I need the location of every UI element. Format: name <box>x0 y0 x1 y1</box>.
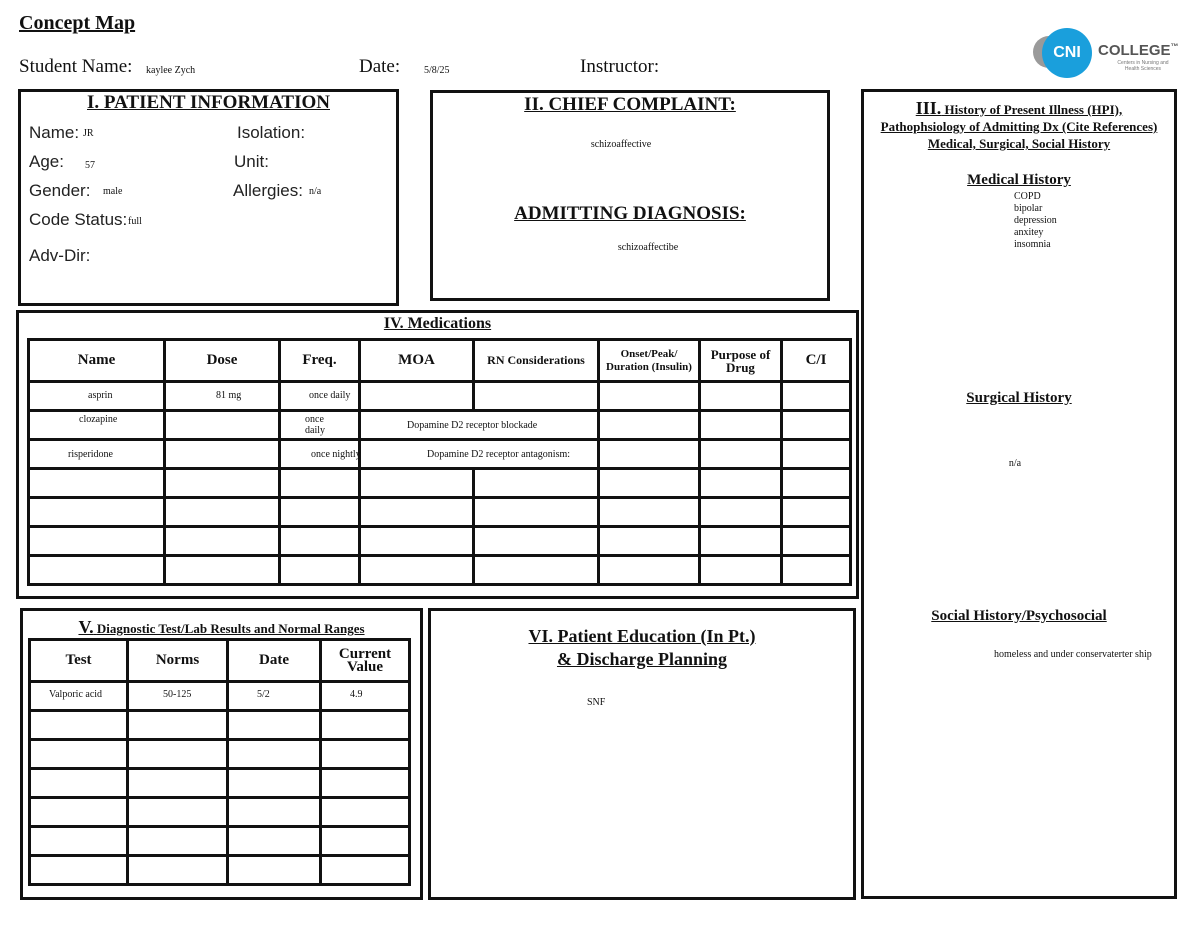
med-cell[interactable] <box>599 469 700 498</box>
med-cell[interactable] <box>29 527 165 556</box>
allergies-label: Allergies: <box>233 181 303 200</box>
diag-cell[interactable] <box>128 798 228 827</box>
hpi-title-line-3: Medical, Surgical, Social History <box>927 136 1111 151</box>
med-cell[interactable] <box>700 469 782 498</box>
diag-cell[interactable] <box>321 798 410 827</box>
med-header-ci: C/I <box>782 340 851 382</box>
medical-history-title: Medical History <box>967 172 1071 188</box>
date-value[interactable]: 5/8/25 <box>424 65 450 76</box>
med-cell[interactable] <box>165 556 280 585</box>
diagnostics-title <box>23 617 420 638</box>
code-status-label: Code Status: <box>29 210 128 229</box>
page-title: Concept Map <box>19 12 136 34</box>
logo-tagline-2: Health Sciences <box>1124 66 1162 72</box>
table-row <box>30 798 410 827</box>
med-cell[interactable] <box>599 411 700 440</box>
chief-complaint-title: II. CHIEF COMPLAINT: <box>524 94 736 115</box>
med-cell[interactable]: Dopamine D2 receptor antagonism: <box>360 440 599 469</box>
diag-cell[interactable] <box>30 798 128 827</box>
med-cell[interactable] <box>782 411 851 440</box>
medical-history-item: bipolar <box>1014 203 1043 214</box>
age-value[interactable]: 57 <box>85 160 95 171</box>
med-cell[interactable] <box>360 469 474 498</box>
social-history-title: Social History/Psychosocial <box>931 608 1107 624</box>
med-cell[interactable] <box>700 411 782 440</box>
hpi-title-line-1: History of Present Illness (HPI), <box>944 102 1123 117</box>
diag-header-date: Date <box>228 640 321 682</box>
diag-cell[interactable] <box>128 769 228 798</box>
patient-information-section <box>18 89 399 306</box>
table-row <box>29 498 851 527</box>
diag-cell[interactable] <box>228 740 321 769</box>
med-cell[interactable] <box>599 498 700 527</box>
hpi-title-num: III. <box>915 98 942 118</box>
med-cell[interactable]: once nightly <box>280 440 360 469</box>
med-cell[interactable]: once daily <box>280 411 360 440</box>
med-cell[interactable] <box>280 469 360 498</box>
med-cell[interactable] <box>700 556 782 585</box>
cni-college-logo <box>1030 28 1180 80</box>
diag-cell[interactable] <box>30 856 128 885</box>
gender-value[interactable]: male <box>103 186 123 197</box>
logo-badge-text: CNI <box>1053 44 1081 61</box>
med-cell[interactable] <box>165 527 280 556</box>
diag-cell[interactable] <box>228 856 321 885</box>
diag-cell[interactable] <box>30 769 128 798</box>
med-cell[interactable] <box>782 556 851 585</box>
social-history-value[interactable]: homeless and under conservaterter ship <box>994 649 1152 660</box>
med-cell[interactable] <box>360 527 474 556</box>
medications-table <box>27 338 852 586</box>
med-header-onset: Onset/Peak/ Duration (Insulin) <box>599 340 700 382</box>
medications-header-row <box>29 340 851 382</box>
med-cell[interactable] <box>360 498 474 527</box>
diag-cell[interactable] <box>321 827 410 856</box>
diag-cell[interactable] <box>228 711 321 740</box>
table-row <box>30 711 410 740</box>
med-cell[interactable] <box>360 382 474 411</box>
gender-label: Gender: <box>29 181 91 200</box>
diag-cell[interactable] <box>228 827 321 856</box>
surgical-history-value[interactable]: n/a <box>1008 458 1022 469</box>
medical-history-item: insomnia <box>1014 239 1051 250</box>
patient-education-section <box>428 608 856 900</box>
med-cell[interactable] <box>474 382 599 411</box>
diag-cell[interactable] <box>228 798 321 827</box>
med-cell[interactable] <box>474 527 599 556</box>
date-label: Date: <box>359 56 401 77</box>
admitting-diagnosis-value[interactable]: schizoaffectibe <box>617 242 679 253</box>
diag-header-test: Test <box>30 640 128 682</box>
med-cell[interactable] <box>474 469 599 498</box>
logo-tagline <box>1106 60 1180 72</box>
med-cell[interactable]: once daily <box>280 382 360 411</box>
diag-cell[interactable] <box>321 711 410 740</box>
patient-name-value[interactable]: JR <box>83 128 94 139</box>
med-cell[interactable] <box>29 469 165 498</box>
hpi-title-line-2: Pathophsiology of Admitting Dx (Cite References) <box>880 119 1158 134</box>
med-cell[interactable]: Dopamine D2 receptor blockade <box>360 411 599 440</box>
diag-cell[interactable] <box>30 740 128 769</box>
med-cell[interactable] <box>474 556 599 585</box>
patient-information-title: I. PATIENT INFORMATION <box>87 92 330 113</box>
table-row <box>29 556 851 585</box>
instructor-label: Instructor: <box>580 56 660 77</box>
diag-header-current-value: Current Value <box>321 640 410 682</box>
logo-badge <box>1042 28 1092 78</box>
student-name-value[interactable]: kaylee Zych <box>146 65 196 76</box>
med-cell[interactable] <box>474 498 599 527</box>
logo-wordmark <box>1098 42 1179 59</box>
table-row <box>30 769 410 798</box>
med-header-purpose: Purpose of Drug <box>700 340 782 382</box>
med-cell[interactable] <box>280 527 360 556</box>
hpi-title <box>864 100 1174 152</box>
med-cell[interactable]: asprin <box>29 382 165 411</box>
diagnostics-table <box>28 638 411 886</box>
table-row <box>30 682 410 711</box>
diag-cell[interactable]: 5/2 <box>228 682 321 711</box>
diag-cell[interactable] <box>321 769 410 798</box>
diag-cell[interactable] <box>128 711 228 740</box>
diag-cell[interactable] <box>128 856 228 885</box>
med-cell[interactable] <box>782 440 851 469</box>
diagnostics-title-num: V. <box>78 617 94 637</box>
table-row <box>29 440 851 469</box>
med-cell[interactable] <box>782 498 851 527</box>
diag-header-norms: Norms <box>128 640 228 682</box>
hpi-section <box>861 89 1177 899</box>
med-cell[interactable] <box>165 469 280 498</box>
med-cell[interactable]: 81 mg <box>165 382 280 411</box>
med-cell[interactable]: clozapine <box>29 411 165 440</box>
diag-cell[interactable] <box>228 769 321 798</box>
logo-word: COLLEGE <box>1098 42 1171 59</box>
med-cell[interactable] <box>782 382 851 411</box>
med-header-name: Name <box>29 340 165 382</box>
med-header-rn-considerations: RN Considerations <box>474 340 599 382</box>
table-row <box>29 469 851 498</box>
med-cell[interactable] <box>29 498 165 527</box>
chief-complaint-section <box>430 90 830 301</box>
table-row <box>29 382 851 411</box>
table-row <box>30 827 410 856</box>
logo-tagline-1: Centers in Nursing and <box>1117 60 1169 66</box>
diag-cell[interactable]: 50-125 <box>128 682 228 711</box>
med-header-freq: Freq. <box>280 340 360 382</box>
surgical-history-title: Surgical History <box>966 390 1072 406</box>
med-cell[interactable] <box>782 469 851 498</box>
diag-cell[interactable]: Valporic acid <box>30 682 128 711</box>
chief-complaint-value[interactable]: schizoaffective <box>590 139 652 150</box>
student-name-label: Student Name: <box>19 56 133 77</box>
med-cell[interactable] <box>700 440 782 469</box>
medical-history-item: COPD <box>1014 191 1041 202</box>
patient-education-title-line-1: VI. Patient Education (In Pt.) <box>528 626 756 646</box>
med-cell[interactable]: risperidone <box>29 440 165 469</box>
med-cell[interactable] <box>599 382 700 411</box>
isolation-label: Isolation: <box>237 123 306 142</box>
code-status-value[interactable]: full <box>128 216 142 227</box>
adv-dir-label: Adv-Dir: <box>29 246 91 265</box>
logo-tm: ™ <box>1170 42 1179 51</box>
diag-cell[interactable] <box>321 740 410 769</box>
table-row <box>29 527 851 556</box>
med-cell[interactable] <box>700 498 782 527</box>
med-cell[interactable] <box>700 382 782 411</box>
med-cell[interactable] <box>700 527 782 556</box>
table-row <box>30 740 410 769</box>
table-row <box>29 411 851 440</box>
med-cell[interactable] <box>599 527 700 556</box>
med-cell[interactable] <box>360 556 474 585</box>
medical-history-list[interactable] <box>1014 191 1057 251</box>
med-cell[interactable] <box>599 556 700 585</box>
diag-cell[interactable] <box>30 827 128 856</box>
med-header-moa: MOA <box>360 340 474 382</box>
diag-cell[interactable] <box>321 856 410 885</box>
med-cell[interactable] <box>280 498 360 527</box>
medical-history-item: depression <box>1014 215 1057 226</box>
table-row <box>30 856 410 885</box>
allergies-value[interactable]: n/a <box>309 186 322 197</box>
diag-cell[interactable] <box>128 827 228 856</box>
med-header-dose: Dose <box>165 340 280 382</box>
patient-education-title-line-2: & Discharge Planning <box>556 649 727 669</box>
diag-cell[interactable] <box>30 711 128 740</box>
med-cell[interactable] <box>599 440 700 469</box>
diagnostics-title-text: Diagnostic Test/Lab Results and Normal Ranges <box>96 621 365 636</box>
diag-cell[interactable] <box>128 740 228 769</box>
medications-title: IV. Medications <box>383 315 492 332</box>
med-cell[interactable] <box>29 556 165 585</box>
med-cell[interactable] <box>165 411 280 440</box>
med-cell[interactable] <box>782 527 851 556</box>
admitting-diagnosis-title: ADMITTING DIAGNOSIS: <box>514 203 746 224</box>
med-cell[interactable] <box>165 440 280 469</box>
med-cell[interactable] <box>280 556 360 585</box>
diag-cell[interactable]: 4.9 <box>321 682 410 711</box>
patient-name-label: Name: <box>29 123 80 142</box>
medical-history-item: anxitey <box>1014 227 1044 238</box>
diagnostics-header-row <box>30 640 410 682</box>
patient-education-title <box>431 625 853 671</box>
med-cell[interactable] <box>165 498 280 527</box>
patient-education-value[interactable]: SNF <box>587 697 606 708</box>
unit-label: Unit: <box>234 152 269 171</box>
age-label: Age: <box>29 152 64 171</box>
